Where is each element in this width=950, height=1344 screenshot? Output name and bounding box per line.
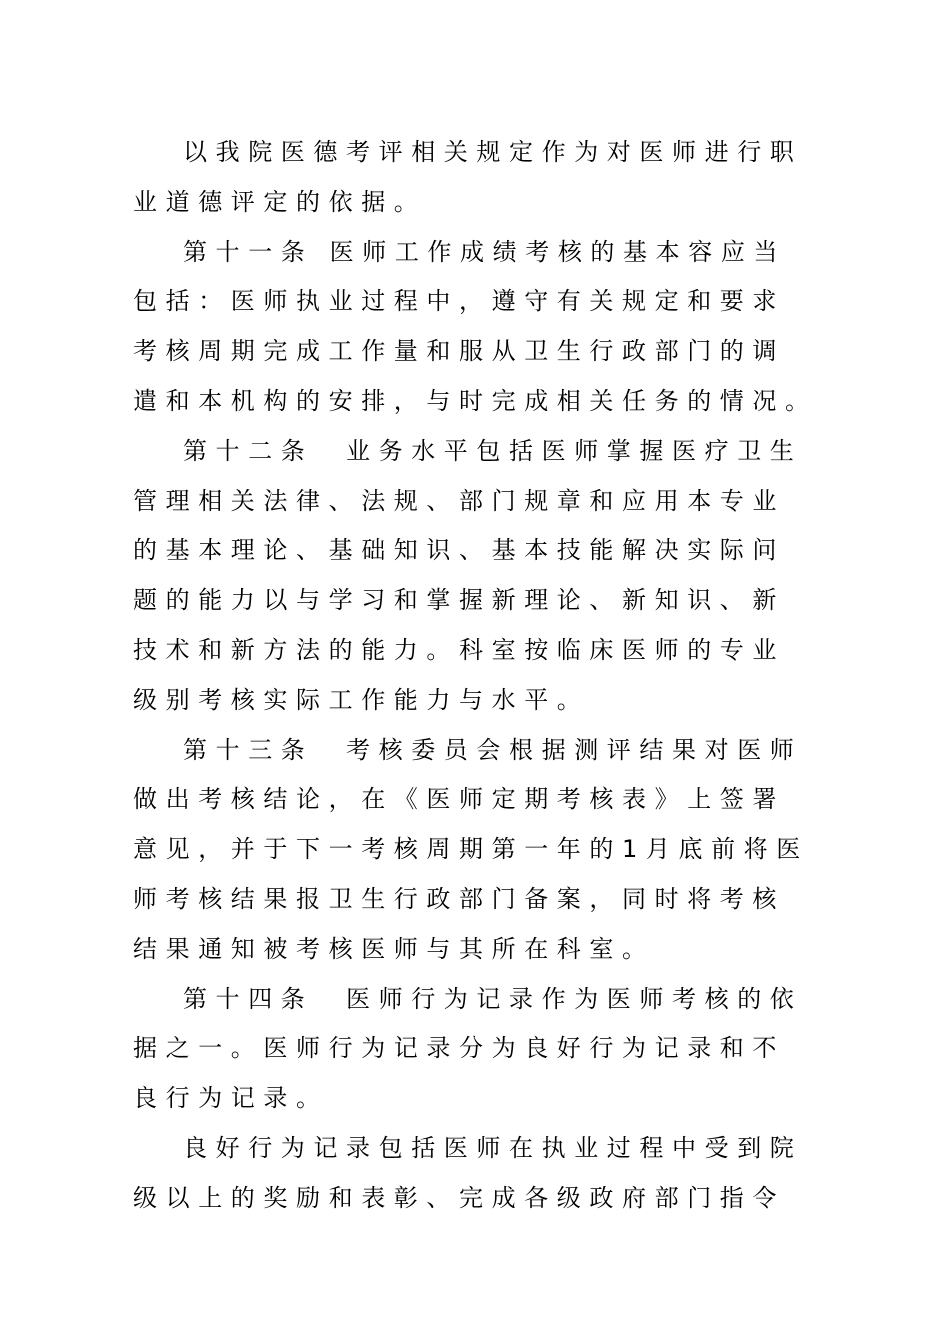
text-line: 遣和本机构的安排，与时完成相关任务的情况。 xyxy=(133,386,818,415)
text-line: 考核周期完成工作量和服从卫生行政部门的调 xyxy=(133,337,785,366)
text-line: 包括：医师执业过程中，遵守有关规定和要求 xyxy=(133,287,785,316)
text-line: 第十四条 医师行为记录作为医师考核的依 xyxy=(183,984,803,1013)
text-line: 第十三条 考核委员会根据测评结果对医师 xyxy=(183,735,803,764)
text-line: 级以上的奖励和表彰、完成各级政府部门指令 xyxy=(133,1183,785,1212)
document-body xyxy=(133,128,823,1224)
text-line: 第十一条 医师工作成绩考核的基本容应当 xyxy=(183,237,787,266)
text-line: 结果通知被考核医师与其所在科室。 xyxy=(133,934,655,963)
text-line: 据之一。医师行为记录分为良好行为记录和不 xyxy=(133,1034,785,1063)
text-line: 良行为记录。 xyxy=(133,1084,329,1113)
text-line: 师考核结果报卫生行政部门备案，同时将考核 xyxy=(133,884,785,913)
text-line: 管理相关法律、法规、部门规章和应用本专业 xyxy=(133,486,785,515)
text-line: 意见，并于下一考核周期第一年的1月底前将医 xyxy=(133,835,809,864)
text-line: 级别考核实际工作能力与水平。 xyxy=(133,685,590,714)
text-line: 做出考核结论，在《医师定期考核表》上签署 xyxy=(133,785,785,814)
text-line: 以我院医德考评相关规定作为对医师进行职 xyxy=(183,138,803,166)
text-line: 题的能力以与学习和掌握新理论、新知识、新 xyxy=(133,586,785,615)
text-line: 良好行为记录包括医师在执业过程中受到院 xyxy=(183,1133,803,1162)
text-line: 技术和新方法的能力。科室按临床医师的专业 xyxy=(133,635,785,664)
text-line: 业道德评定的依据。 xyxy=(133,187,427,216)
text-line: 的基本理论、基础知识、基本技能解决实际问 xyxy=(133,536,785,565)
text-line: 第十二条 业务水平包括医师掌握医疗卫生 xyxy=(183,436,803,465)
